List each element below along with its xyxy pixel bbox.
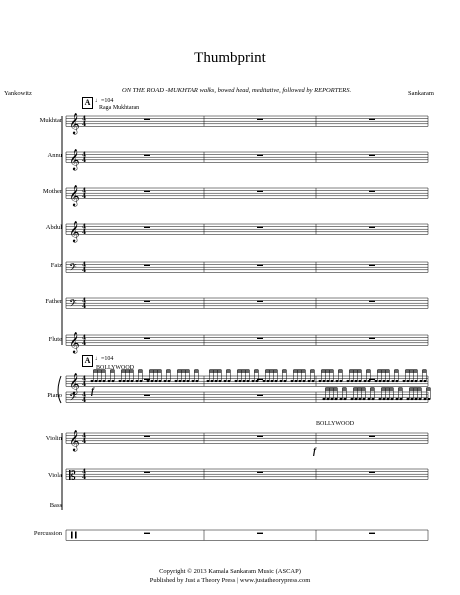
note-head xyxy=(112,380,115,382)
note-head xyxy=(359,398,362,400)
note-head xyxy=(108,380,111,382)
note-head xyxy=(256,380,259,382)
time-signature-top: 4 xyxy=(82,187,87,195)
whole-rest-icon xyxy=(144,227,150,228)
note-head xyxy=(91,380,94,382)
note-head xyxy=(164,380,167,382)
note-head xyxy=(351,380,354,382)
clef-icon: 𝄢 xyxy=(69,261,77,276)
note-head xyxy=(428,398,431,400)
note-head xyxy=(187,380,190,382)
note-head xyxy=(407,380,410,382)
whole-rest-icon xyxy=(369,155,375,156)
note-head xyxy=(207,380,210,382)
note-head xyxy=(364,380,367,382)
clef-icon: 𝄞 xyxy=(69,149,80,171)
note-head xyxy=(175,380,178,382)
clef-icon: 𝄞 xyxy=(69,185,80,207)
tempo-marking-top: ♩=104 xyxy=(95,98,114,104)
instrument-label-violin: Violin xyxy=(45,435,62,442)
note-head xyxy=(375,380,378,382)
note-head xyxy=(415,398,418,400)
copyright-notice: Copyright © 2013 Kamala Sankaram Music (ASCAP) xyxy=(159,568,301,575)
instrument-label-viola: Viola xyxy=(47,472,62,479)
note-head xyxy=(411,380,414,382)
note-head xyxy=(340,398,343,400)
note-head xyxy=(228,380,231,382)
note-head xyxy=(280,380,283,382)
instrument-label-mother: Mother xyxy=(42,188,62,195)
dynamic-forte-piano: f xyxy=(91,386,94,396)
clef-icon: 𝄡 xyxy=(69,468,76,483)
time-signature-bottom: 4 xyxy=(82,438,87,445)
instrument-label-piano: Piano xyxy=(47,392,62,399)
note-head xyxy=(407,398,410,400)
note-head xyxy=(359,380,362,382)
time-signature-top: 4 xyxy=(82,261,87,269)
note-head xyxy=(235,380,238,382)
note-head xyxy=(215,380,218,382)
note-head xyxy=(196,380,199,382)
whole-rest-icon xyxy=(144,472,150,473)
note-head xyxy=(347,380,350,382)
note-head xyxy=(239,380,242,382)
whole-rest-icon xyxy=(144,338,150,339)
instrument-label-flute: Flute xyxy=(48,336,62,343)
note-head xyxy=(131,380,134,382)
whole-rest-icon xyxy=(257,155,263,156)
note-head xyxy=(419,398,422,400)
note-head xyxy=(299,380,302,382)
whole-rest-icon xyxy=(257,379,263,380)
publisher-notice: Published by Just a Theory Press | www.justatheorypress.com xyxy=(149,577,311,584)
note-head xyxy=(95,380,98,382)
note-head xyxy=(219,380,222,382)
note-head xyxy=(252,380,255,382)
time-signature-top: 4 xyxy=(82,375,87,383)
time-signature-top: 4 xyxy=(82,115,87,123)
note-head xyxy=(344,398,347,400)
whole-rest-icon xyxy=(257,301,263,302)
whole-rest-icon xyxy=(369,533,375,534)
whole-rest-icon xyxy=(369,191,375,192)
note-head xyxy=(415,380,418,382)
note-head xyxy=(396,398,399,400)
clef-icon: 𝄞 xyxy=(69,373,80,395)
note-head xyxy=(392,380,395,382)
note-head xyxy=(183,380,186,382)
time-signature-top: 4 xyxy=(82,432,87,440)
instrument-label-abdul: Abdul xyxy=(45,224,62,231)
note-head xyxy=(424,380,427,382)
note-head xyxy=(151,380,154,382)
clef-icon: 𝄞 xyxy=(69,113,80,135)
note-head xyxy=(247,380,250,382)
whole-rest-icon xyxy=(144,533,150,534)
whole-rest-icon xyxy=(257,227,263,228)
note-head xyxy=(224,380,227,382)
note-head xyxy=(136,380,139,382)
note-head xyxy=(327,380,330,382)
time-signature-bottom: 4 xyxy=(82,229,87,236)
note-head xyxy=(400,398,403,400)
whole-rest-icon xyxy=(257,436,263,437)
note-head xyxy=(168,380,171,382)
note-head xyxy=(123,380,126,382)
note-head xyxy=(391,398,394,400)
whole-rest-icon xyxy=(144,395,150,396)
whole-rest-icon xyxy=(144,191,150,192)
note-head xyxy=(119,380,122,382)
clef-icon: 𝄞 xyxy=(69,430,80,452)
librettist-name: Yankowitz xyxy=(4,90,32,97)
whole-rest-icon xyxy=(257,395,263,396)
time-signature-bottom: 4 xyxy=(82,474,87,481)
note-head xyxy=(424,398,427,400)
note-head xyxy=(368,398,371,400)
note-head xyxy=(420,380,423,382)
whole-rest-icon xyxy=(257,338,263,339)
instrument-label-mukhtar: Mukhtar xyxy=(39,117,62,124)
whole-rest-icon xyxy=(144,301,150,302)
note-head xyxy=(403,380,406,382)
whole-rest-icon xyxy=(144,119,150,120)
clef-icon: 𝄞 xyxy=(69,332,80,354)
whole-rest-icon xyxy=(369,338,375,339)
rehearsal-mark-top: A xyxy=(82,97,93,109)
time-signature-bottom: 4 xyxy=(82,303,87,310)
rehearsal-mark-piano: A xyxy=(82,355,93,367)
note-head xyxy=(267,380,270,382)
whole-rest-icon xyxy=(369,119,375,120)
time-signature-bottom: 4 xyxy=(82,193,87,200)
time-signature-top: 4 xyxy=(82,297,87,305)
note-head xyxy=(291,380,294,382)
note-head xyxy=(192,380,195,382)
time-signature-bottom: 4 xyxy=(82,157,87,164)
whole-rest-icon xyxy=(257,191,263,192)
time-signature-bottom: 4 xyxy=(82,381,87,388)
instrument-label-faiz: Faiz xyxy=(50,262,62,269)
tempo-marking-piano: ♩=104 xyxy=(95,356,114,362)
note-head xyxy=(140,380,143,382)
note-head xyxy=(387,398,390,400)
instrument-label-percussion: Percussion xyxy=(33,530,62,537)
note-head xyxy=(363,398,366,400)
bollywood-marking-piano: BOLLYWOOD xyxy=(96,365,135,371)
note-head xyxy=(263,380,266,382)
note-head xyxy=(355,398,358,400)
note-head xyxy=(331,398,334,400)
note-head xyxy=(319,380,322,382)
time-signature-bottom: 4 xyxy=(82,267,87,274)
note-head xyxy=(411,398,414,400)
time-signature-bottom: 4 xyxy=(82,340,87,347)
clef-icon: 𝄞 xyxy=(69,221,80,243)
note-head xyxy=(243,380,246,382)
composer-name: Sankaram xyxy=(408,90,434,97)
note-head xyxy=(379,380,382,382)
note-head xyxy=(295,380,298,382)
note-head xyxy=(351,398,354,400)
whole-rest-icon xyxy=(257,265,263,266)
note-head xyxy=(103,380,106,382)
clef-icon: 𝄢 xyxy=(69,297,77,312)
note-head xyxy=(284,380,287,382)
page-title: Thumbprint xyxy=(194,50,266,66)
dynamic-forte-violin: f xyxy=(313,446,316,456)
note-head xyxy=(179,380,182,382)
note-head xyxy=(327,398,330,400)
instrument-label-bass: Bass xyxy=(49,502,62,509)
note-head xyxy=(335,398,338,400)
time-signature-bottom: 4 xyxy=(82,397,87,404)
note-head xyxy=(271,380,274,382)
whole-rest-icon xyxy=(369,301,375,302)
time-signature-top: 4 xyxy=(82,334,87,342)
note-head xyxy=(275,380,278,382)
instrument-label-annu: Annu xyxy=(47,152,62,159)
bollywood-marking-violin: BOLLYWOOD xyxy=(316,421,355,427)
note-head xyxy=(211,380,214,382)
time-signature-top: 4 xyxy=(82,468,87,476)
time-signature-bottom: 4 xyxy=(82,121,87,128)
percussion-clef-icon xyxy=(71,532,73,539)
stage-direction: ON THE ROAD -MUKHTAR walks, bowed head, meditative, followed by REPORTERS. xyxy=(122,87,352,94)
note-head xyxy=(312,380,315,382)
clef-icon: 𝄢 xyxy=(69,391,77,406)
raga-marking: Raga Mukhtaran xyxy=(99,105,140,111)
time-signature-top: 4 xyxy=(82,391,87,399)
time-signature-top: 4 xyxy=(82,151,87,159)
note-head xyxy=(331,380,334,382)
note-head xyxy=(99,380,102,382)
note-head xyxy=(303,380,306,382)
note-head xyxy=(159,380,162,382)
note-head xyxy=(147,380,150,382)
note-head xyxy=(340,380,343,382)
note-head xyxy=(368,380,371,382)
whole-rest-icon xyxy=(144,265,150,266)
whole-rest-icon xyxy=(369,379,375,380)
note-head xyxy=(372,398,375,400)
note-head xyxy=(323,398,326,400)
whole-rest-icon xyxy=(257,533,263,534)
note-head xyxy=(379,398,382,400)
note-head xyxy=(308,380,311,382)
whole-rest-icon xyxy=(144,155,150,156)
note-head xyxy=(127,380,130,382)
note-head xyxy=(383,380,386,382)
note-head xyxy=(323,380,326,382)
whole-rest-icon xyxy=(257,472,263,473)
note-head xyxy=(383,398,386,400)
note-head xyxy=(396,380,399,382)
note-head xyxy=(355,380,358,382)
whole-rest-icon xyxy=(369,472,375,473)
note-head xyxy=(387,380,390,382)
piano-brace xyxy=(58,376,61,403)
whole-rest-icon xyxy=(369,265,375,266)
whole-rest-icon xyxy=(369,436,375,437)
percussion-clef-icon xyxy=(75,532,77,539)
whole-rest-icon xyxy=(144,436,150,437)
note-head xyxy=(155,380,158,382)
whole-rest-icon xyxy=(369,227,375,228)
time-signature-top: 4 xyxy=(82,223,87,231)
instrument-label-father: Father xyxy=(45,298,62,305)
note-head xyxy=(336,380,339,382)
whole-rest-icon xyxy=(257,119,263,120)
whole-rest-icon xyxy=(144,379,150,380)
